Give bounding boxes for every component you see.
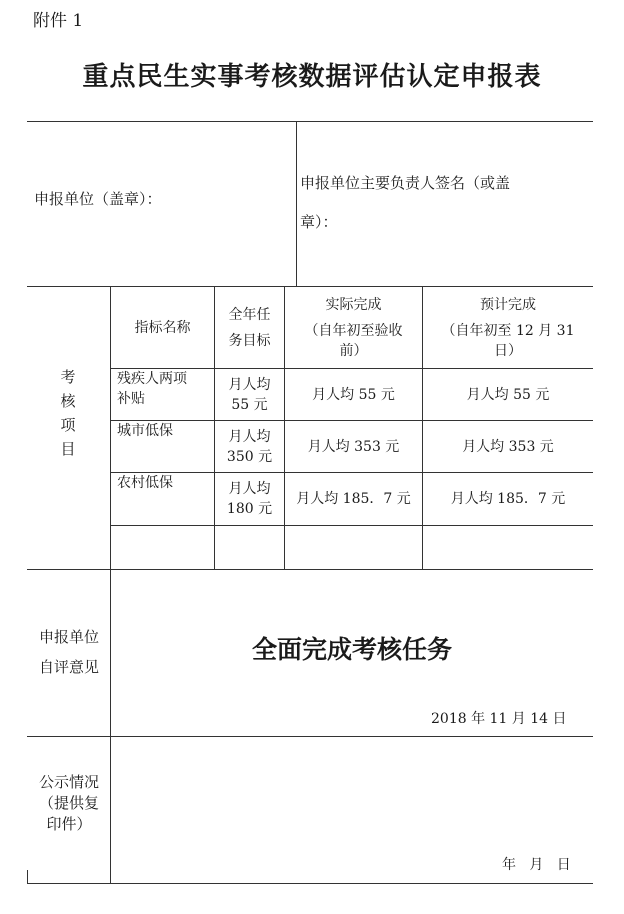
row-target-l1: 月人均 — [228, 428, 271, 445]
table-row-forecast — [423, 369, 593, 420]
signature-label-line1: 申报单位主要负责人签名（或盖 — [300, 174, 511, 192]
table-row-target — [215, 421, 284, 472]
col-header-name-text: 指标名称 — [134, 319, 191, 336]
col-header-name — [111, 287, 214, 368]
self-eval-label — [28, 622, 110, 682]
col-header-actual — [285, 287, 422, 368]
col-header-target — [215, 287, 284, 368]
publicity-date: 年 月 日 — [502, 857, 571, 873]
table-row-actual — [285, 421, 422, 472]
row-target-l2: 55 元 — [231, 396, 268, 413]
table-row-actual — [285, 473, 422, 525]
row-actual-text: 月人均 353 元 — [307, 438, 400, 455]
table-row-forecast — [423, 473, 593, 525]
col-header-forecast-l2: （自年初至 12 月 31 — [441, 322, 575, 339]
row-name-l2: 补贴 — [117, 391, 145, 407]
col-header-actual-l3: 前） — [339, 342, 368, 359]
row-name-l1: 残疾人两项 — [117, 371, 187, 387]
table-row-forecast — [423, 421, 593, 472]
row-actual-text: 月人均 55 元 — [312, 386, 395, 403]
side-char: 考 — [60, 368, 76, 386]
table-row-name — [111, 369, 214, 420]
row-target-l2: 350 元 — [226, 448, 273, 465]
table-row-actual — [285, 369, 422, 420]
table-row-name — [111, 473, 214, 525]
self-eval-label-l2: 自评意见 — [38, 658, 99, 676]
form-title: 重点民生实事考核数据评估认定申报表 — [82, 62, 542, 92]
divider-assessment — [27, 569, 593, 570]
side-char: 项 — [60, 416, 76, 434]
row-target-l1: 月人均 — [228, 376, 271, 393]
self-eval-opinion: 全面完成考核任务 — [251, 635, 452, 664]
row-forecast-text: 月人均 185．7 元 — [450, 491, 566, 507]
publicity-label-l1: 公示情况 — [38, 773, 99, 791]
self-eval-date: 2018 年 11 月 14 日 — [431, 711, 567, 727]
col-header-forecast — [423, 287, 593, 368]
row-target-l1: 月人均 — [228, 481, 271, 497]
row-forecast-text: 月人均 55 元 — [466, 386, 550, 403]
table-border-bottom — [27, 883, 593, 884]
assessment-side-label — [28, 365, 108, 461]
row-name-l1: 农村低保 — [117, 475, 173, 491]
col-header-forecast-l3: 日） — [494, 342, 522, 359]
col-header-actual-l1: 实际完成 — [325, 296, 382, 313]
row-target-l2: 180 元 — [226, 501, 273, 517]
signature-label-line2: 章）： — [300, 213, 338, 231]
divider-row3 — [110, 525, 593, 526]
publicity-label-l3: 印件） — [46, 815, 92, 833]
row-name-l1: 城市低保 — [117, 423, 173, 439]
self-eval-label-l1: 申报单位 — [38, 628, 99, 646]
table-row-target — [215, 369, 284, 420]
table-border-top — [27, 121, 593, 122]
divider-selfeval — [27, 736, 593, 737]
col-header-forecast-l1: 预计完成 — [480, 296, 536, 313]
border-left-tick — [27, 870, 28, 884]
col-header-actual-l2: （自年初至验收 — [304, 322, 403, 339]
side-char: 目 — [60, 440, 76, 458]
side-char: 核 — [60, 392, 76, 410]
unit-label: 申报单位（盖章）： — [34, 190, 162, 208]
publicity-label-l2: （提供复 — [38, 794, 99, 812]
row-actual-text: 月人均 185．7 元 — [296, 491, 411, 507]
table-row-name — [111, 421, 214, 472]
col-header-target-l2: 务目标 — [228, 332, 271, 349]
table-row-target — [215, 473, 284, 525]
publicity-label — [28, 772, 110, 835]
row-forecast-text: 月人均 353 元 — [462, 438, 554, 455]
attachment-label: 附件 1 — [33, 11, 84, 31]
col-header-target-l1: 全年任 — [228, 306, 271, 323]
divider-header-vertical — [296, 121, 297, 286]
